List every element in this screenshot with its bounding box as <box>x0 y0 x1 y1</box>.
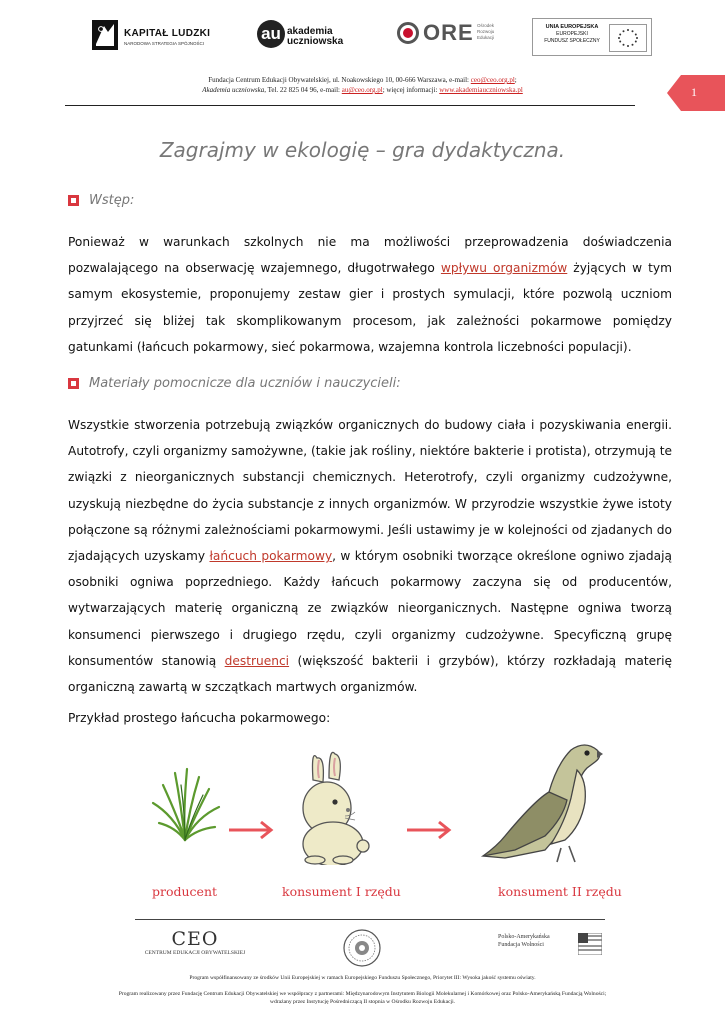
ore-name: ORE <box>423 20 474 45</box>
ore-sub3: Edukacji <box>477 35 495 40</box>
label-producer: producent <box>152 884 218 899</box>
kapital-ludzki-emblem-icon <box>92 20 118 50</box>
kapital-ludzki-logo <box>92 14 222 58</box>
materials-heading-text: Materiały pomocnicze dla uczniów i nauczycieli: <box>89 376 401 391</box>
akademia-line2: uczniowska <box>287 36 344 47</box>
section-heading-intro <box>68 193 134 208</box>
ue-line3: FUNDUSZ SPOŁECZNY <box>544 38 600 44</box>
materials-paragraph <box>68 412 672 700</box>
materials-text-2: , w którym osobniki tworzące określone ogniwo zjadają osobniki ogniwa poprzedniego. Każdy łańcuch pokarmowy zaczyna się od producentów, wytwarzających materię organiczną ze związków nieorganicznych. Następne ogniwa tworzą konsumenci pierwszego i drugiego rzędu, czyli organizmy cudzożywne. Specyficzną grupę konsumentów stanowią <box>68 549 672 668</box>
ue-logo <box>532 14 652 58</box>
eu-stars-icon <box>609 24 647 52</box>
au-email-link[interactable]: au@ceo.org.pl <box>341 86 383 94</box>
ore-sub2: Rozwoju <box>477 29 495 34</box>
footer-note-1: Program współfinansowany ze środków Unii Europejskiej w ramach Europejskiego Funduszu Społecznego, Priorytet III: Wysoka jakość systemu oświaty. <box>189 975 536 981</box>
header-line1-text: Fundacja Centrum Edukacji Obywatelskiej, ul. Noakowskiego 10, 00-666 Warszawa, e-mail: <box>208 76 471 84</box>
ceo-logo <box>135 928 255 968</box>
header-line-1 <box>0 75 725 85</box>
page-number-badge <box>667 75 725 111</box>
rabbit-icon <box>295 750 375 865</box>
ore-dot-icon <box>403 28 413 38</box>
food-chain-illustration <box>135 740 625 910</box>
footer-divider <box>135 919 605 920</box>
intro-text-2: żyjących w tym samym ekosystemie, proponujemy zestaw gier i prostych symulacji, które pozwolą uczniom przyjrzeć się bliżej tak skomplikowanym procesom, jak zależności pokarmowe pomiędzy gatunkami (łańcuch pokarmowy, sieć pokarmowa, wzajemna kontrola liczebności populacji). <box>68 261 672 354</box>
akademia-uczniowska-name <box>287 27 343 47</box>
label-consumer-2: konsument II rzędu <box>498 884 622 899</box>
header-line2-name: Akademia uczniowska <box>202 86 265 94</box>
intro-text-1: Ponieważ w warunkach szkolnych nie ma możliwości przeprowadzenia doświadczenia pozwalającego na obserwację wzajemnego, długotrwałego <box>68 235 672 276</box>
ue-text <box>537 24 607 45</box>
pafw-logo <box>498 933 608 973</box>
kapital-ludzki-name: KAPITAŁ LUDZKI <box>124 28 211 39</box>
label-consumer-1: konsument I rzędu <box>282 884 401 899</box>
ue-line2: EUROPEJSKI <box>556 31 588 37</box>
pafw-line2: Fundacja Wolności <box>498 942 544 948</box>
header-line-2 <box>0 85 725 95</box>
ore-sub <box>477 23 494 41</box>
section-heading-materials <box>68 376 401 391</box>
materials-text-1: Wszystkie stworzenia potrzebują związków organicznych do budowy ciała i pozyskiwania energii. Autotrofy, czyli organizmy samożywne, (takie jak rośliny, niektóre bakterie i protista), otrzymują te związki z nieorganicznych substancji chemicznych. Heterotrofy, czyli organizmy cudzożywne, uzyskują niezbędne do życia substancje z innych organizmów. W przyrodzie wszystkie żywe istoty połączone są różnymi zależnościami pokarmowymi. Jeśli ustawimy je w kolejności od zjadanych do zjadających uzyskamy <box>68 418 672 564</box>
pafw-flag-icon <box>578 933 602 955</box>
ore-logo <box>397 14 517 58</box>
grass-icon <box>145 765 225 845</box>
header-line2-more: ; więcej informacji: <box>382 86 440 94</box>
link-wplyw-organizmow[interactable]: wpływu organizmów <box>440 261 568 276</box>
header-divider <box>65 105 635 106</box>
header-line1-end: ; <box>514 76 517 84</box>
document-title: Zagrajmy w ekologię – gra dydaktyczna. <box>159 138 566 162</box>
header-line2-text: , Tel. 22 825 04 96, e-mail: <box>264 86 342 94</box>
arrow-right-icon <box>405 818 455 842</box>
link-lancuch-pokarmowy[interactable]: łańcuch pokarmowy <box>209 549 333 564</box>
materials-text-3: (większość bakterii i grzybów), którzy rozkładają materię organiczną zawartą w szczątkach martwych organizmów. <box>68 653 672 695</box>
ceo-mark: CEO <box>171 928 219 950</box>
ore-sub1: Ośrodek <box>477 23 495 28</box>
bullet-icon <box>68 195 79 206</box>
arrow-right-icon <box>227 818 277 842</box>
intro-paragraph <box>68 229 672 360</box>
logo-bar <box>92 14 652 58</box>
ceo-email-link[interactable]: ceo@ceo.org.pl <box>470 76 515 84</box>
ue-box <box>532 18 652 56</box>
akademia-uczniowska-logo <box>257 14 357 58</box>
footer-note-2: Program realizowany przez Fundację Centrum Edukacji Obywatelskiej we współpracy z partnerami: Międzynarodowym Instytutem Biologii Molekularnej i Komórkowej oraz Polsko-Amerykańską Fundacją Wolności; <box>118 991 607 997</box>
ue-line1: UNIA EUROPEJSKA <box>545 24 599 30</box>
au-mark-icon: au <box>257 20 285 48</box>
header-contact-info <box>0 75 725 95</box>
akademia-line1: akademia <box>287 26 333 37</box>
link-destruenci[interactable]: destruenci <box>224 653 290 668</box>
falcon-icon <box>475 740 610 868</box>
ceo-name: CENTRUM EDUKACJI OBYWATELSKIEJ <box>144 950 246 956</box>
intro-heading-text: Wstęp: <box>89 193 135 208</box>
akademia-url-link[interactable]: www.akademiauczniowska.pl <box>439 86 523 94</box>
kapital-ludzki-sub: NARODOWA STRATEGIA SPÓJNOŚCI <box>124 41 205 46</box>
footer-note-3: wdrażany przez Instytucję Pośredniczącą II stopnia w Ośrodku Rozwoju Edukacji. <box>269 999 456 1005</box>
pafw-line1: Polsko-Amerykańska <box>498 934 550 940</box>
page-number: 1 <box>691 85 697 99</box>
food-chain-example-label: Przykład prostego łańcucha pokarmowego: <box>68 711 331 725</box>
imbmk-seal-icon <box>342 928 382 968</box>
bullet-icon <box>68 378 79 389</box>
